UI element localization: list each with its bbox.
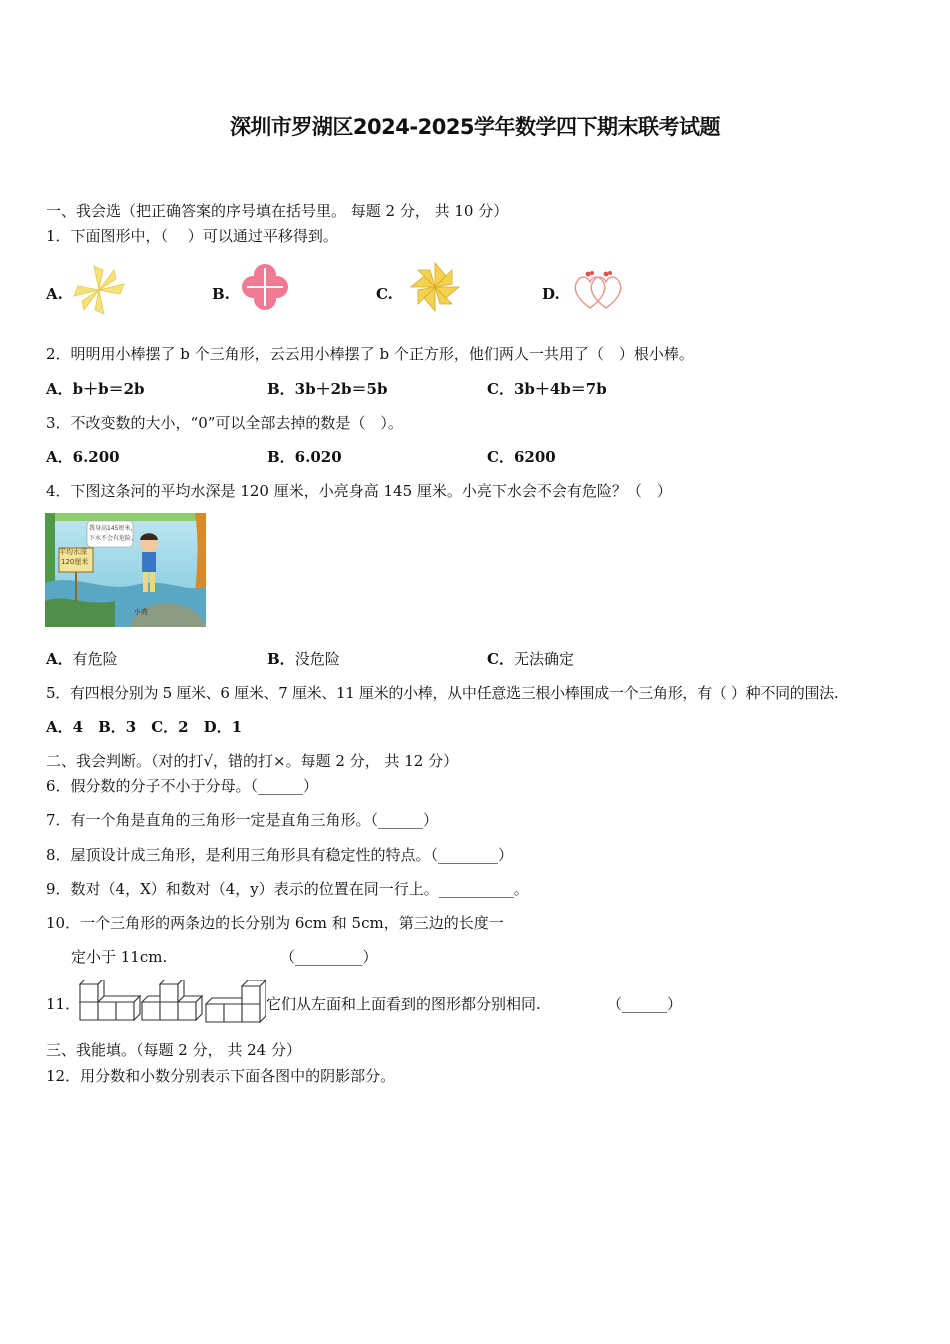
section2-heading: 二、我会判断。（对的打√，错的打×。每题 2 分， 共 12 分） <box>46 752 459 770</box>
character-name: 小亮 <box>134 608 148 616</box>
q5-options: A．4 B．3 C．2 D．1 <box>46 718 243 736</box>
q2-option-a: A．b＋b＝2b <box>46 380 145 398</box>
section3-heading: 三、我能填。（每题 2 分， 共 24 分） <box>46 1041 301 1059</box>
q11-text: 它们从左面和上面看到的图形都分别相同. <box>266 995 541 1013</box>
q3-option-c: C．6200 <box>487 448 556 466</box>
q7: 7．有一个角是直角的三角形一定是直角三角形。（______） <box>46 811 439 829</box>
q6: 6．假分数的分子不小于分母。（______） <box>46 777 319 795</box>
flower-icon <box>238 262 292 312</box>
q4-option-a: A．有危险 <box>46 650 118 668</box>
q2-stem: 2．明明用小棒摆了 b 个三角形，云云用小棒摆了 b 个正方形，他们两人一共用了（ ）根小棒。 <box>46 345 694 363</box>
q1-option-c-label: C. <box>376 285 393 303</box>
q1-option-a-label: A. <box>46 285 63 303</box>
q5-stem: 5．有四根分别为 5 厘米、6 厘米、7 厘米、11 厘米的小棒，从中任意选三根小棒围成一个三角形，有（ ）种不同的围法. <box>46 684 839 702</box>
q3-option-a: A．6.200 <box>46 448 120 466</box>
star-pinwheel-icon <box>408 262 462 312</box>
q11-number: 11． <box>46 995 81 1013</box>
q8: 8．屋顶设计成三角形，是利用三角形具有稳定性的特点。（________） <box>46 846 514 864</box>
q11-blank: （______） <box>607 995 683 1013</box>
q2-option-b: B．3b＋2b＝5b <box>267 380 388 398</box>
q1-option-d-label: D. <box>542 285 560 303</box>
q4-option-b: B．没危险 <box>267 650 340 668</box>
bubble-line2: 下水不会有危险。 <box>89 535 138 542</box>
q10-line2: 定小于 11cm. <box>71 948 168 966</box>
pinwheel-icon <box>70 264 128 316</box>
q3-stem: 3．不改变数的大小，“0”可以全部去掉的数是（ ）。 <box>46 414 403 432</box>
q12: 12．用分数和小数分别表示下面各图中的阴影部分。 <box>46 1067 396 1085</box>
q9: 9．数对（4，X）和数对（4，y）表示的位置在同一行上。__________。 <box>46 880 529 898</box>
sign-line1: 平均水深 <box>59 548 87 556</box>
q4-option-c: C．无法确定 <box>487 650 574 668</box>
page-title: 深圳市罗湖区2024-2025学年数学四下期末联考试题 <box>229 115 721 139</box>
cubes-figures <box>76 980 266 1024</box>
q10-blank: （_________） <box>280 948 378 966</box>
q10-line1: 10．一个三角形的两条边的长分别为 6cm 和 5cm，第三边的长度一 <box>46 914 504 932</box>
q2-option-c: C．3b＋4b＝7b <box>487 380 607 398</box>
sign-line2: 120厘米 <box>61 558 89 566</box>
bubble-line1: 我身高145厘米， <box>89 525 137 532</box>
q1-stem: 1．下面图形中，（ ）可以通过平移得到。 <box>46 227 338 245</box>
q4-stem: 4．下图这条河的平均水深是 120 厘米，小亮身高 145 厘米。小亮下水会不会有危险？（ ） <box>46 482 672 500</box>
section1-heading: 一、我会选（把正确答案的序号填在括号里。 每题 2 分， 共 10 分） <box>46 202 509 220</box>
q1-option-b-label: B. <box>212 285 230 303</box>
q3-option-b: B．6.020 <box>267 448 342 466</box>
hearts-icon <box>570 268 626 312</box>
